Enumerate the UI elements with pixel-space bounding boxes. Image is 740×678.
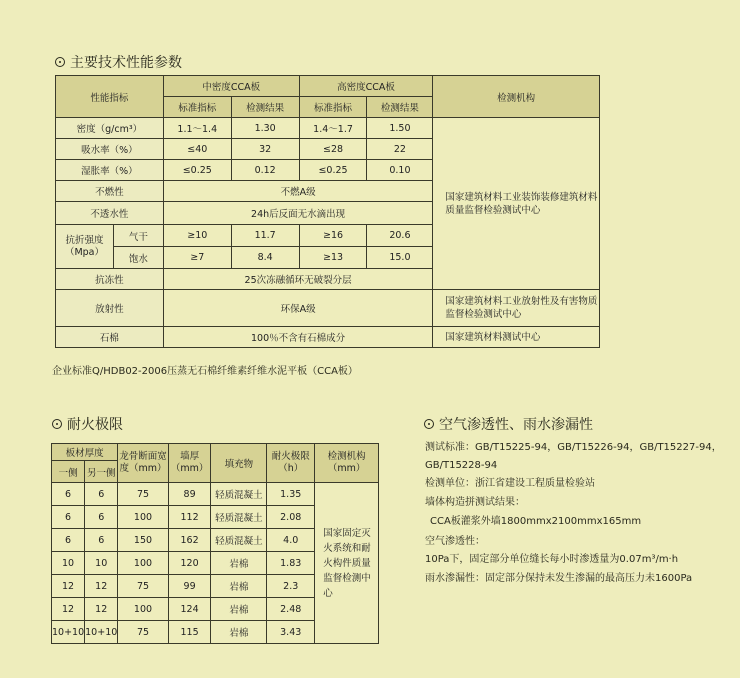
tech-section-title	[55, 52, 182, 72]
agency-cell-2: 国家建筑材料工业放射性及有害物质监督检验测试中心	[433, 290, 600, 327]
cell: 2.08	[267, 506, 315, 529]
high-std-header: 标准指标	[299, 97, 367, 118]
wall-header: 墙厚（mm）	[168, 444, 211, 483]
air-line-result: 墙体构造拼测试结果：	[425, 497, 525, 508]
circle-dot-icon	[424, 419, 434, 429]
thickness-header: 板材厚度	[52, 444, 118, 461]
cell: 75	[118, 483, 168, 506]
cell: 3.43	[267, 621, 315, 644]
row-label: 密度（g/cm³）	[56, 118, 164, 139]
cell: 10	[52, 552, 85, 575]
row-label: 吸水率（%）	[56, 139, 164, 160]
row-radio	[56, 290, 600, 327]
cell: 1.30	[231, 118, 299, 139]
cell: 75	[118, 621, 168, 644]
tech-params-table	[55, 75, 600, 348]
cell: 0.10	[367, 160, 433, 181]
cell: ≤0.25	[163, 160, 231, 181]
air-title-text: 空气渗透性、雨水渗漏性	[439, 417, 593, 433]
cell: 25次冻融循环无破裂分层	[163, 269, 433, 290]
cell: 6	[52, 529, 85, 552]
cell: 12	[52, 598, 85, 621]
cell: 12	[52, 575, 85, 598]
row-label: 不透水性	[56, 202, 164, 225]
row-density	[56, 118, 600, 139]
cell: 1.4～1.7	[299, 118, 367, 139]
row-asbestos	[56, 327, 600, 348]
tech-title-text: 主要技术性能参数	[70, 55, 182, 71]
cell: 4.0	[267, 529, 315, 552]
air-line-standard-cont: GB/T15228-94	[425, 460, 498, 471]
cell: 6	[85, 506, 118, 529]
cell: 6	[52, 506, 85, 529]
mid-density-header: 中密度CCA板	[163, 76, 299, 97]
cell: 环保A级	[163, 290, 433, 327]
cell: ≥16	[299, 225, 367, 247]
cell: ≥13	[299, 247, 367, 269]
air-line-spec: CCA板灌浆外墙1800mmx2100mmx165mm	[430, 516, 642, 527]
fire-section-title	[52, 414, 123, 434]
agency-cell-1: 国家建筑材料工业装饰装修建筑材料质量监督检验测试中心	[433, 118, 600, 290]
cell: 89	[168, 483, 211, 506]
cell: ≥7	[163, 247, 231, 269]
cell: 6	[85, 529, 118, 552]
cell: 120	[168, 552, 211, 575]
table-row	[52, 483, 379, 506]
cell: 24h后反面无水滴出现	[163, 202, 433, 225]
row-label: 石棉	[56, 327, 164, 348]
cell: 99	[168, 575, 211, 598]
cell: 115	[168, 621, 211, 644]
sub-label: 气干	[113, 225, 163, 247]
cell: ≤28	[299, 139, 367, 160]
cell: 轻质混凝土	[211, 483, 267, 506]
fire-title-text: 耐火极限	[67, 417, 123, 433]
keel-header: 龙骨断面宽度（mm）	[118, 444, 168, 483]
air-line-unit: 检测单位：浙江省建设工程质量检验站	[425, 478, 595, 489]
cell: 124	[168, 598, 211, 621]
cell: 1.50	[367, 118, 433, 139]
air-line-standard: 测试标准：GB/T15225-94，GB/T15226-94，GB/T15227-94，	[425, 442, 722, 453]
circle-dot-icon	[52, 419, 62, 429]
cell: 12	[85, 598, 118, 621]
limit-header: 耐火极限（h）	[267, 444, 315, 483]
fire-resistance-table	[51, 443, 379, 644]
cell: 岩棉	[211, 575, 267, 598]
cell: 0.12	[231, 160, 299, 181]
cell: 20.6	[367, 225, 433, 247]
cell: 12	[85, 575, 118, 598]
agency-header: 检测机构（mm）	[315, 444, 379, 483]
cell: 1.1～1.4	[163, 118, 231, 139]
cell: 2.3	[267, 575, 315, 598]
cell: 100％不含有石棉成分	[163, 327, 433, 348]
cell: ≤0.25	[299, 160, 367, 181]
row-label: 湿胀率（%）	[56, 160, 164, 181]
air-line-rain: 雨水渗漏性：固定部分保持未发生渗漏的最高压力未1600Pa	[425, 573, 693, 584]
cell: 162	[168, 529, 211, 552]
row-label: 不燃性	[56, 181, 164, 202]
perf-header: 性能指标	[56, 76, 164, 118]
air-section-title	[424, 414, 593, 434]
agency-header: 检测机构	[433, 76, 600, 118]
cell: 6	[85, 483, 118, 506]
cell: 1.83	[267, 552, 315, 575]
agency-cell-3: 国家建筑材料测试中心	[433, 327, 600, 348]
air-line-air-value: 10Pa下，固定部分单位缝长每小时渗透量为0.07m³/m·h	[425, 554, 679, 565]
cell: 15.0	[367, 247, 433, 269]
row-label: 抗冻性	[56, 269, 164, 290]
cell: 2.48	[267, 598, 315, 621]
cell: 轻质混凝土	[211, 506, 267, 529]
cell: 75	[118, 575, 168, 598]
mid-std-header: 标准指标	[163, 97, 231, 118]
standard-note: 企业标准Q/HDB02-2006压蒸无石棉纤维素纤维水泥平板（CCA板）	[52, 366, 358, 377]
cell: 100	[118, 552, 168, 575]
fill-header: 填充物	[211, 444, 267, 483]
side1-header: 一侧	[52, 461, 85, 483]
sub-label: 饱水	[113, 247, 163, 269]
cell: 6	[52, 483, 85, 506]
row-label: 放射性	[56, 290, 164, 327]
cell: ≥10	[163, 225, 231, 247]
high-res-header: 检测结果	[367, 97, 433, 118]
cell: ≤40	[163, 139, 231, 160]
cell: 8.4	[231, 247, 299, 269]
circle-dot-icon	[55, 57, 65, 67]
cell: 32	[231, 139, 299, 160]
fire-agency-cell: 国家固定灭火系统和耐火构件质量监督检测中心	[315, 483, 379, 644]
mid-res-header: 检测结果	[231, 97, 299, 118]
cell: 11.7	[231, 225, 299, 247]
cell: 100	[118, 598, 168, 621]
row-label: 抗折强度（Mpa）	[56, 225, 114, 269]
air-line-air-label: 空气渗透性：	[425, 536, 485, 547]
cell: 10+10	[52, 621, 85, 644]
cell: 10	[85, 552, 118, 575]
cell: 150	[118, 529, 168, 552]
cell: 岩棉	[211, 552, 267, 575]
cell: 112	[168, 506, 211, 529]
cell: 岩棉	[211, 598, 267, 621]
cell: 轻质混凝土	[211, 529, 267, 552]
cell: 100	[118, 506, 168, 529]
side2-header: 另一侧	[85, 461, 118, 483]
cell: 不燃A级	[163, 181, 433, 202]
cell: 岩棉	[211, 621, 267, 644]
cell: 1.35	[267, 483, 315, 506]
cell: 22	[367, 139, 433, 160]
high-density-header: 高密度CCA板	[299, 76, 433, 97]
cell: 10+10	[85, 621, 118, 644]
